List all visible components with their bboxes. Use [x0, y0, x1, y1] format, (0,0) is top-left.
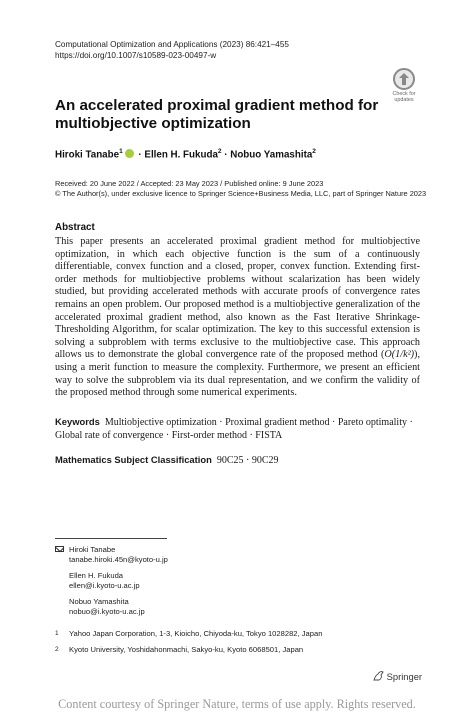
- affiliation-marker: 1: [119, 148, 123, 155]
- copyright-notice: © The Author(s), under exclusive licence to Springer Science+Business Media, LLC, part of Springer Nature 2023: [55, 189, 427, 198]
- contact-name: Nobuo Yamashita: [69, 597, 129, 606]
- publication-dates: Received: 20 June 2022 / Accepted: 23 May 2023 / Published online: 9 June 2023: [55, 179, 324, 188]
- affiliation-marker: 2: [217, 148, 222, 155]
- author-name[interactable]: Hiroki Tanabe: [55, 149, 120, 161]
- affiliation-text: Kyoto University, Yoshidahonmachi, Sakyo-ku, Kyoto 6068501, Japan: [69, 645, 304, 654]
- keywords-section: [55, 416, 420, 442]
- affiliation-marker: 2: [312, 148, 316, 155]
- publisher-logo[interactable]: [373, 671, 422, 682]
- abstract-body: [55, 236, 420, 400]
- affiliation-number: 1: [55, 630, 59, 637]
- keywords-label: Keywords: [55, 416, 100, 427]
- contact-name: Hiroki Tanabe: [69, 545, 116, 554]
- author-name[interactable]: Nobuo Yamashita: [230, 149, 313, 161]
- orcid-icon[interactable]: [125, 149, 134, 158]
- check-updates-line2: updates: [394, 97, 414, 103]
- affiliation-entry: [55, 645, 303, 654]
- msc-section: [55, 454, 279, 466]
- abstract-text: This paper presents an accelerated proximal gradient method for multiobjective optimization, in which each objective function is the sum of a continuously differentiable, convex function and a closed, proper, convex function. Extending first-order methods for multiobjective problems without scalarization has been widely studied, but providing accelerated methods with accurate proofs of convergence rates remains an open problem. Our proposed method is a multiobjective generalization of the accelerated proximal gradient method, also known as the Fast Iterative Shrinkage-Thresholding Algorithm, for scalar optimization. The key to this successful extension is solving a subproblem with terms exclusive to the multiobjective case. This approach allows us to demonstrate the global convergence rate of the proposed method (: [55, 236, 420, 361]
- courtesy-footer: Content courtesy of Springer Nature, terms of use apply. Rights reserved.: [58, 697, 416, 711]
- doi-link[interactable]: https://doi.org/10.1007/s10589-023-00497-w: [55, 51, 217, 60]
- contact-email[interactable]: nobuo@i.kyoto-u.ac.jp: [69, 607, 145, 616]
- author-list: [55, 148, 316, 160]
- convergence-rate-formula: O(1/k²): [384, 349, 415, 361]
- author-name[interactable]: Ellen H. Fukuda: [144, 149, 218, 161]
- contact-entry: [69, 545, 168, 565]
- check-updates-line1: Check for: [392, 91, 416, 97]
- journal-header: [55, 39, 289, 61]
- check-for-updates-badge[interactable]: [388, 68, 420, 103]
- msc-codes: 90C25 · 90C29: [216, 455, 279, 466]
- keywords-list: Multiobjective optimization · Proximal gradient method · Pareto optimality · Global rate of convergence · First-order method · FISTA: [55, 417, 413, 441]
- contact-email[interactable]: ellen@i.kyoto-u.ac.jp: [69, 581, 140, 590]
- abstract-heading: Abstract: [55, 222, 95, 233]
- affiliation-number: 2: [55, 646, 59, 653]
- contact-entry: [69, 571, 140, 591]
- paper-title: An accelerated proximal gradient method for multiobjective optimization: [55, 97, 379, 132]
- author-separator: ·: [221, 149, 231, 161]
- contact-entry: [69, 597, 145, 617]
- msc-label: Mathematics Subject Classification: [55, 454, 212, 465]
- springer-horse-icon: [373, 671, 384, 681]
- contact-email[interactable]: tanabe.hiroki.45n@kyoto-u.jp: [69, 555, 168, 564]
- footnote-divider: [55, 538, 167, 539]
- affiliation-entry: [55, 629, 322, 638]
- check-updates-icon: [393, 68, 415, 90]
- envelope-icon: [55, 546, 64, 552]
- affiliation-text: Yahoo Japan Corporation, 1-3, Kioicho, Chiyoda-ku, Tokyo 1028282, Japan: [69, 629, 323, 638]
- publisher-name: Springer: [386, 671, 423, 682]
- publication-info: [55, 179, 426, 199]
- author-separator: ·: [135, 149, 145, 161]
- contact-name: Ellen H. Fukuda: [69, 571, 124, 580]
- journal-citation: Computational Optimization and Applications (2023) 86:421–455: [55, 40, 289, 49]
- abstract-text: ), using a merit function to measure the complexity. Furthermore, we present an efficient way to solve the subproblem via its dual representation, and we confirm the validity of the proposed method through some numerical experiments.: [55, 349, 420, 399]
